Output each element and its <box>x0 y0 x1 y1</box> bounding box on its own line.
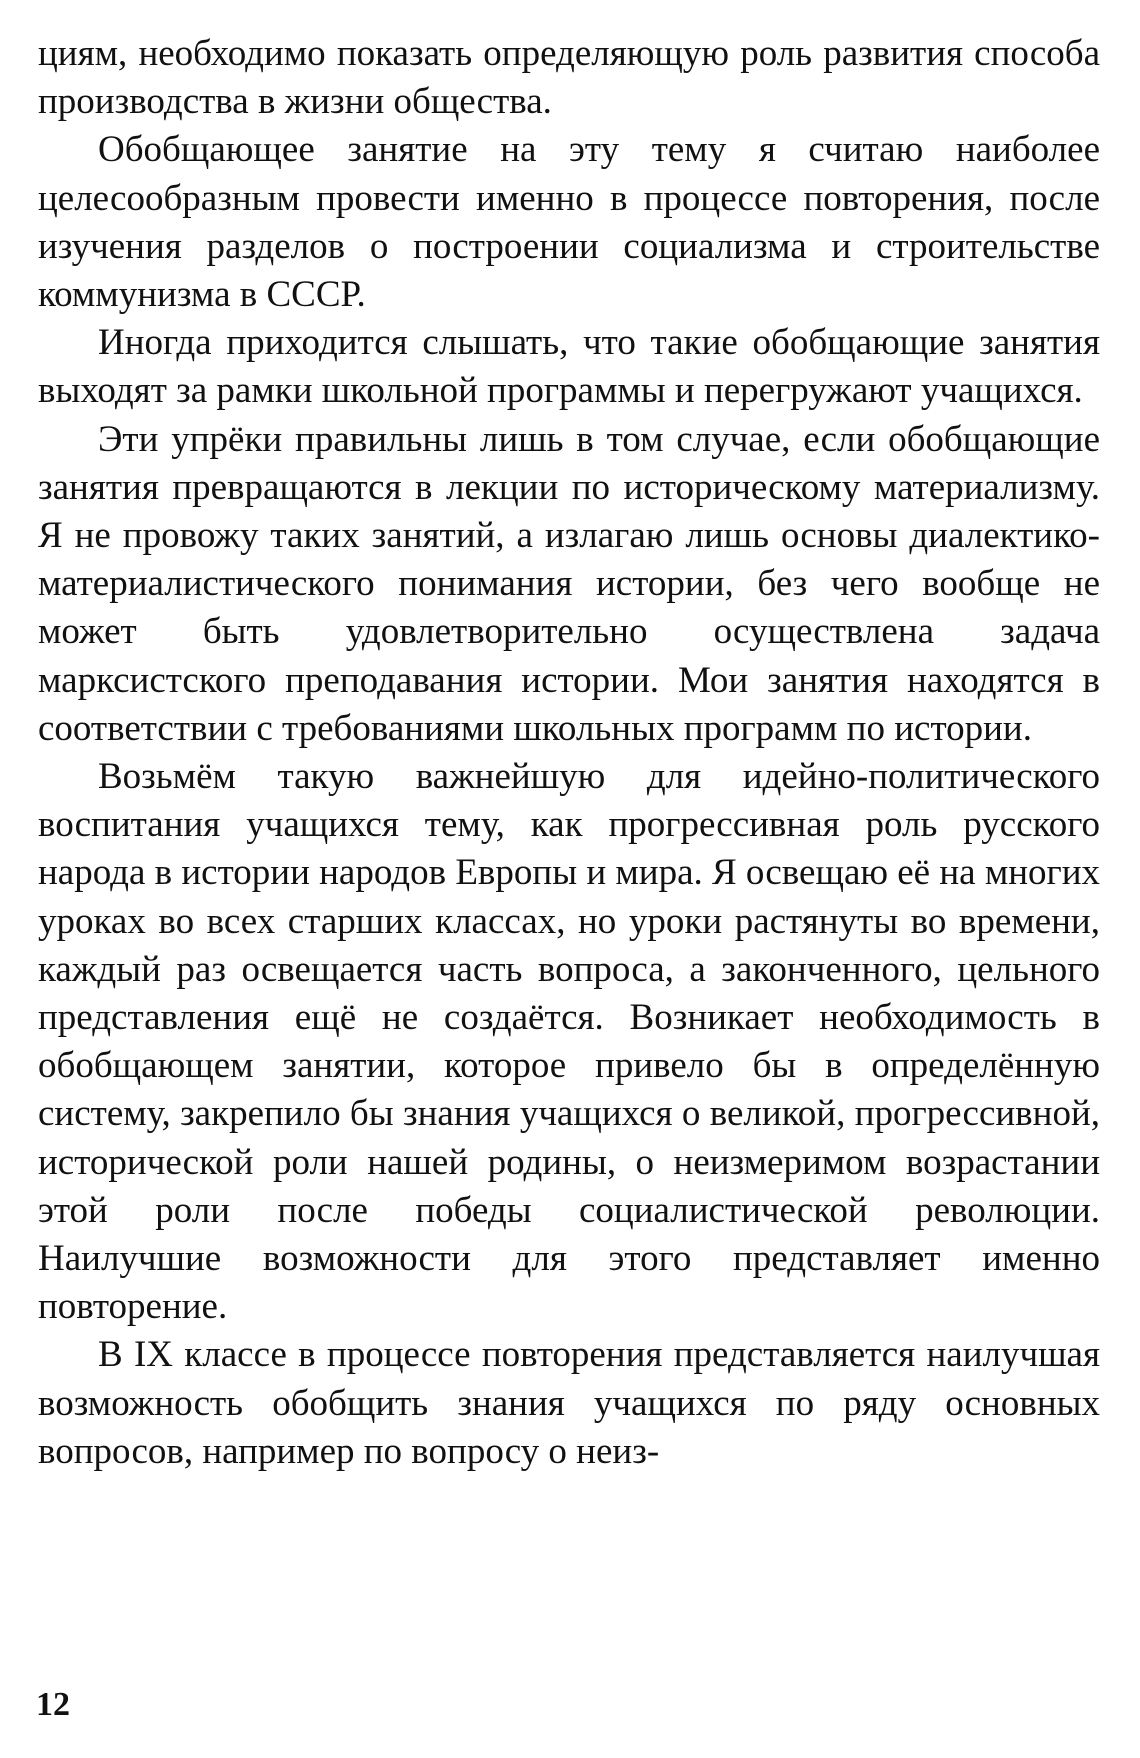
paragraph: Эти упрёки правильны лишь в том случае, если обобщающие занятия превращаются в лекции по историческому материализму. Я не провожу таких занятий, а излагаю лишь основы диалектико-материалистического понимания истории, без чего вообще не может быть удовлетворительно осуществлена задача марксистского преподавания истории. Мои занятия находятся в соответствии с требованиями школьных программ по истории. <box>38 418 1100 749</box>
paragraph: Обобщающее занятие на эту тему я считаю наиболее целесообразным провести именно в процессе повторения, после изучения разделов о построении социализма и строительстве коммунизма в СССР. <box>38 129 1100 316</box>
paragraph: Иногда приходится слышать, что такие обобщающие занятия выходят за рамки школьной программы и перегружают учащихся. <box>38 322 1100 412</box>
paragraph: Возьмём такую важнейшую для идейно-политического воспитания учащихся тему, как прогрессивная роль русского народа в истории народов Европы и мира. Я освещаю её на многих уроках во всех старших классах, но уроки растянуты во времени, каждый раз освещается часть вопроса, а законченного, цельного представления ещё не создаётся. Возникает необходимость в обобщающем занятии, которое привело бы в определённую систему, закрепило бы знания учащихся о великой, прогрессивной, исторической роли нашей родины, о неизмеримом возрастании этой роли после победы социалистической революции. Наилучшие возможности для этого представляет именно повторение. <box>38 756 1101 1328</box>
page-number: 12 <box>36 1686 70 1723</box>
paragraph-continuation: циям, необходимо показать определяющую роль развития способа производства в жизни общества. <box>38 33 1100 123</box>
page-body <box>38 30 1100 1476</box>
paragraph: В IX классе в процессе повторения представляется наилучшая возможность обобщить знания учащихся по ряду основных вопросов, например по вопросу о неиз- <box>38 1334 1100 1472</box>
